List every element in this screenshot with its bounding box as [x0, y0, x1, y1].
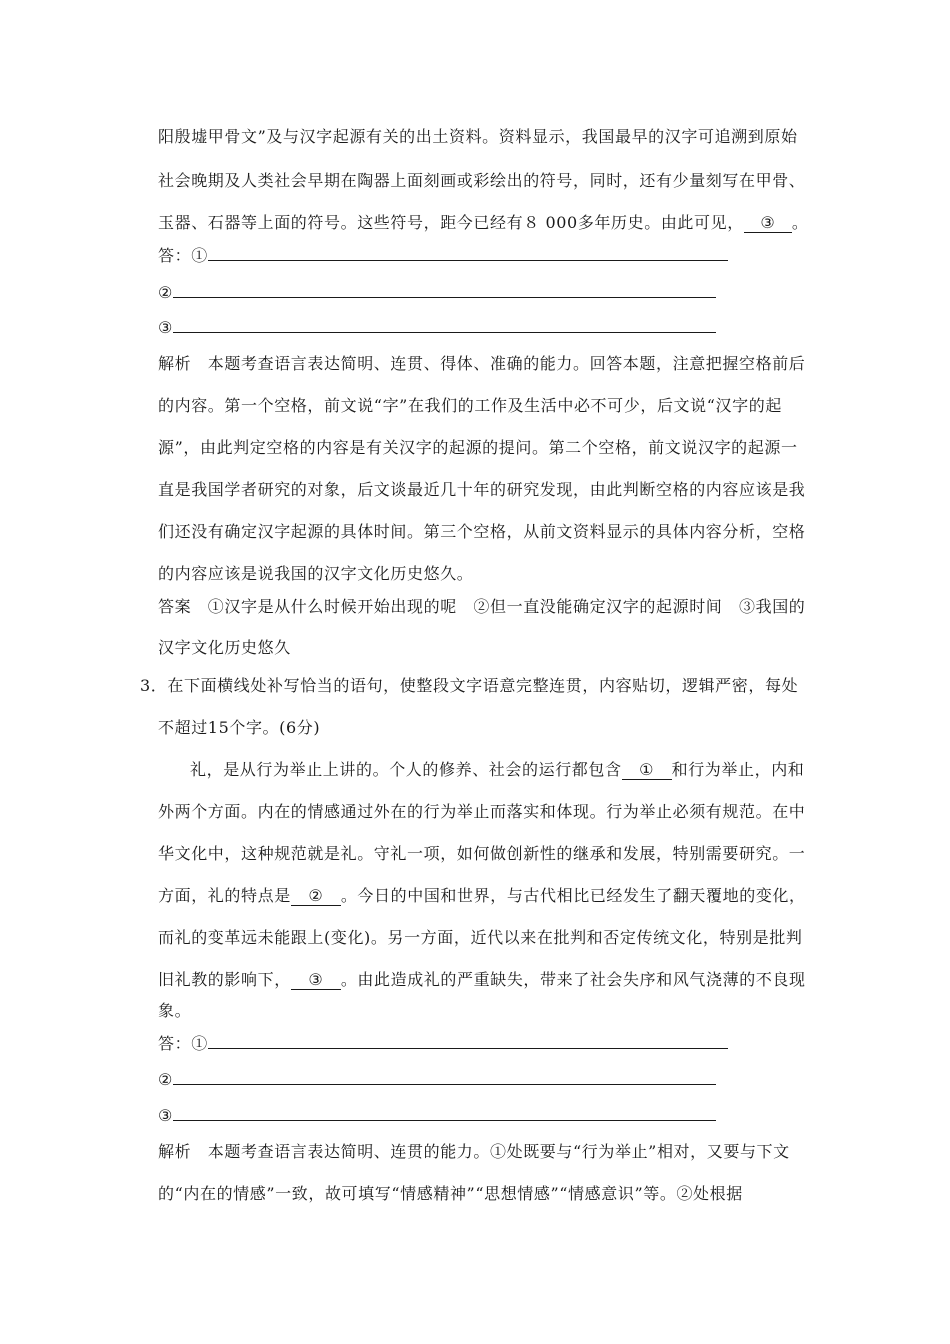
answer-line-2 — [158, 282, 716, 304]
answer-label: 答：① — [158, 1034, 208, 1053]
answer-blank[interactable] — [173, 318, 716, 333]
passage3-line — [190, 759, 804, 781]
analysis-line: 的“内在的情感”一致，故可填写“情感精神”“思想情感”“情感意识”等。②处根据 — [158, 1184, 743, 1203]
passage3-text: 。今日的中国和世界，与古代相比已经发生了翻天覆地的变化， — [340, 886, 806, 905]
answer-line-2 — [158, 1069, 716, 1091]
passage3-line — [158, 969, 806, 991]
passage1-line — [158, 212, 808, 234]
passage1-line: 阳殷墟甲骨文”及与汉字起源有关的出土资料。资料显示，我国最早的汉字可追溯到原始 — [158, 127, 798, 146]
passage3-text: 旧礼教的影响下， — [158, 970, 291, 989]
passage3-text: 礼，是从行为举止上讲的。个人的修养、社会的运行都包含 — [190, 760, 622, 779]
fill-blank[interactable]: ③ — [744, 214, 792, 233]
answer-line-3 — [158, 1105, 716, 1127]
passage3-text: 。由此造成礼的严重缺失，带来了社会失序和风气浇薄的不良现 — [340, 970, 806, 989]
passage3-text: 和行为举止，内和 — [671, 760, 805, 779]
analysis-line: 直是我国学者研究的对象，后文谈最近几十年的研究发现，由此判断空格的内容应该是我 — [158, 480, 806, 499]
analysis-line: 的内容。第一个空格，前文说“字”在我们的工作及生活中必不可少，后文说“汉字的起 — [158, 396, 782, 415]
passage3-line — [158, 885, 806, 907]
answer-blank[interactable] — [173, 283, 716, 298]
answer-key-line: 答案 ①汉字是从什么时候开始出现的呢 ②但一直没能确定汉字的起源时间 ③我国的 — [158, 597, 806, 616]
passage1-text: 玉器、石器等上面的符号。这些符号，距今已经有８ 000多年历史。由此可见， — [158, 213, 744, 232]
answer-label: ③ — [158, 1106, 173, 1125]
answer-label: 答：① — [158, 246, 208, 265]
analysis-line: 解析 本题考查语言表达简明、连贯的能力。①处既要与“行为举止”相对，又要与下文 — [158, 1142, 790, 1161]
answer-blank[interactable] — [173, 1106, 716, 1121]
analysis-line: 的内容应该是说我国的汉字文化历史悠久。 — [158, 564, 474, 583]
passage1-line: 社会晚期及人类社会早期在陶器上面刻画或彩绘出的符号，同时，还有少量刻写在甲骨、 — [158, 171, 806, 190]
fill-blank[interactable]: ② — [291, 887, 341, 906]
answer-blank[interactable] — [208, 246, 728, 261]
analysis-line: 们还没有确定汉字起源的具体时间。第三个空格，从前文资料显示的具体内容分析，空格 — [158, 522, 806, 541]
answer-line-1 — [158, 1033, 728, 1055]
passage3-line: 象。 — [158, 1001, 192, 1020]
question-3-title: 不超过15个字。(6分) — [158, 718, 321, 737]
answer-label: ② — [158, 283, 173, 302]
answer-blank[interactable] — [208, 1034, 728, 1049]
passage3-line: 华文化中，这种规范就是礼。守礼一项，如何做创新性的继承和发展，特别需要研究。一 — [158, 844, 806, 863]
answer-line-1 — [158, 245, 728, 267]
question-3-title: 3．在下面横线处补写恰当的语句，使整段文字语意完整连贯，内容贴切，逻辑严密，每处 — [140, 676, 799, 695]
passage1-text: 。 — [791, 213, 809, 232]
passage3-text: 方面，礼的特点是 — [158, 886, 291, 905]
answer-label: ② — [158, 1070, 173, 1089]
answer-label: ③ — [158, 318, 173, 337]
answer-line-3 — [158, 317, 716, 339]
answer-key-line: 汉字文化历史悠久 — [158, 638, 291, 657]
fill-blank[interactable]: ③ — [291, 971, 341, 990]
passage3-line: 而礼的变革远未能跟上(变化)。另一方面，近代以来在批判和否定传统文化，特别是批判 — [158, 928, 803, 947]
answer-blank[interactable] — [173, 1070, 716, 1085]
passage3-line: 外两个方面。内在的情感通过外在的行为举止而落实和体现。行为举止必须有规范。在中 — [158, 802, 806, 821]
fill-blank[interactable]: ① — [622, 761, 672, 780]
analysis-line: 源”，由此判定空格的内容是有关汉字的起源的提问。第二个空格，前文说汉字的起源一 — [158, 438, 798, 457]
analysis-line: 解析 本题考查语言表达简明、连贯、得体、准确的能力。回答本题，注意把握空格前后 — [158, 354, 806, 373]
